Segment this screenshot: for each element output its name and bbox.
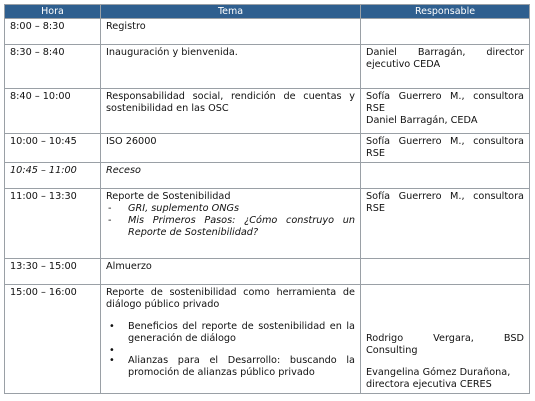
responsable-line: Rodrigo Vergara, BSD Consulting xyxy=(366,333,524,356)
sub-topic: - Mis Primeros Pasos: ¿Cómo construyo un Reporte de Sostenibilidad? xyxy=(106,215,355,239)
tema-cell: Receso xyxy=(101,163,361,189)
hora-cell: 10:45 – 11:00 xyxy=(5,163,101,189)
responsable-cell: Sofía Guerrero M., consultora RSE xyxy=(361,189,530,259)
responsable-cell xyxy=(361,19,530,45)
responsable-line: Sofía Guerrero M., consultora RSE xyxy=(366,91,524,114)
responsable-cell: Daniel Barragán, director ejecutivo CEDA xyxy=(361,45,530,89)
tema-cell: Responsabilidad social, rendición de cuentas y sostenibilidad en las OSC xyxy=(101,89,361,134)
topic-item: • Beneficios del reporte de sostenibilidad en la generación de diálogo xyxy=(106,321,355,345)
tema-cell xyxy=(101,285,361,394)
hora-cell: 8:30 – 8:40 xyxy=(5,45,101,89)
responsable-line: Evangelina Gómez Durañona, directora ejecutiva CERES xyxy=(366,367,511,390)
responsable-cell: Sofía Guerrero M., consultora RSE xyxy=(361,134,530,163)
table-row xyxy=(5,163,530,189)
table-row xyxy=(5,19,530,45)
table-row xyxy=(5,134,530,163)
tema-cell: Registro xyxy=(101,19,361,45)
responsable-cell xyxy=(361,259,530,285)
hora-cell: 8:40 – 10:00 xyxy=(5,89,101,134)
responsable-cell xyxy=(361,285,530,394)
header-hora: Hora xyxy=(5,5,101,19)
sub-topic-list xyxy=(106,203,355,239)
hora-cell: 8:00 – 8:30 xyxy=(5,19,101,45)
table-row xyxy=(5,285,530,394)
topic-list xyxy=(106,321,355,379)
tema-cell: Inauguración y bienvenida. xyxy=(101,45,361,89)
agenda-table xyxy=(4,4,530,394)
responsable-cell xyxy=(361,163,530,189)
sub-topic: - GRI, suplemento ONGs xyxy=(106,203,355,215)
hora-cell: 10:00 – 10:45 xyxy=(5,134,101,163)
hora-cell: 15:00 – 16:00 xyxy=(5,285,101,394)
header-responsable: Responsable xyxy=(361,5,530,19)
tema-cell xyxy=(101,189,361,259)
tema-cell: Almuerzo xyxy=(101,259,361,285)
tema-title: Reporte de Sostenibilidad xyxy=(106,191,231,202)
responsable-cell xyxy=(361,89,530,134)
table-row xyxy=(5,45,530,89)
tema-title: Reporte de sostenibilidad como herramienta de diálogo público privado xyxy=(106,287,355,310)
table-row xyxy=(5,189,530,259)
topic-item: • Alianzas para el Desarrollo: buscando la promoción de alianzas público privado xyxy=(106,355,355,379)
table-row xyxy=(5,89,530,134)
tema-cell: ISO 26000 xyxy=(101,134,361,163)
responsable-line: Daniel Barragán, CEDA xyxy=(366,115,478,126)
header-row xyxy=(5,5,530,19)
hora-cell: 13:30 – 15:00 xyxy=(5,259,101,285)
table-row xyxy=(5,259,530,285)
header-tema: Tema xyxy=(101,5,361,19)
hora-cell: 11:00 – 13:30 xyxy=(5,189,101,259)
